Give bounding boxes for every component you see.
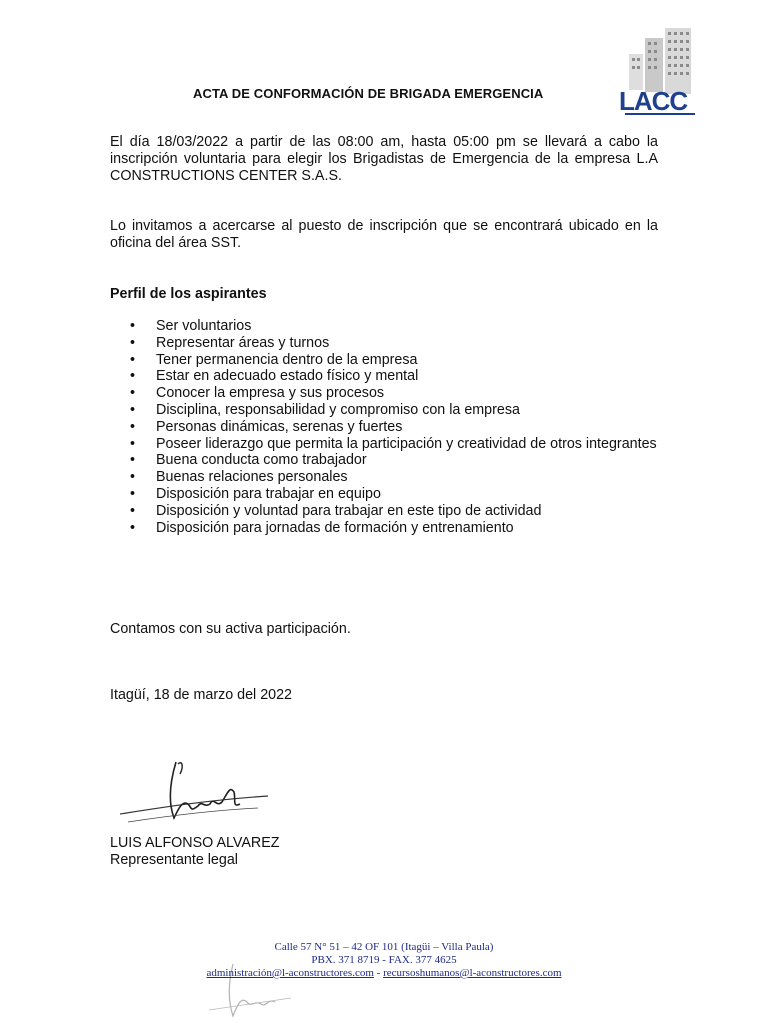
list-item: • Tener permanencia dentro de la empresa [110, 352, 658, 369]
footer [150, 941, 618, 980]
place-date: Itagüí, 18 de marzo del 2022 [110, 687, 293, 703]
list-item: • Disposición para jornadas de formación y entrenamiento [110, 520, 658, 537]
email-separator: - [373, 967, 384, 979]
signatory-role: Representante legal [110, 852, 238, 868]
signature-image [118, 752, 278, 832]
list-item: • Conocer la empresa y sus procesos [110, 385, 658, 402]
email-link-administracion[interactable]: administración@l-aconstructores.com [206, 967, 374, 979]
list-item: • Disposición y voluntad para trabajar en este tipo de actividad [110, 503, 658, 520]
footer-emails [150, 967, 618, 980]
footer-phones: PBX. 371 8719 - FAX. 377 4625 [311, 954, 457, 966]
profile-list [110, 318, 658, 536]
profile-heading: Perfil de los aspirantes [110, 286, 267, 302]
paragraph-invitation: Lo invitamos a acercarse al puesto de inscripción que se encontrará ubicado en la oficina del área SST. [110, 218, 658, 251]
list-item: • Buenas relaciones personales [110, 469, 658, 486]
list-item: • Buena conducta como trabajador [110, 452, 658, 469]
list-item: • Personas dinámicas, serenas y fuertes [110, 419, 658, 436]
closing-text: Contamos con su activa participación. [110, 621, 351, 637]
footer-address: Calle 57 N° 51 – 42 OF 101 (Itagüi – Villa Paula) [274, 941, 494, 953]
list-item: • Estar en adecuado estado físico y mental [110, 368, 658, 385]
list-item: • Disciplina, responsabilidad y compromiso con la empresa [110, 402, 658, 419]
paragraph-registration: El día 18/03/2022 a partir de las 08:00 am, hasta 05:00 pm se llevará a cabo la inscripción voluntaria para elegir los Brigadistas de Emergencia de la empresa L.A CONSTRUCTIONS CENTER S.A.S. [110, 134, 658, 184]
list-item: • Disposición para trabajar en equipo [110, 486, 658, 503]
logo-text: LACC [619, 86, 688, 116]
list-item: • Poseer liderazgo que permita la participación y creatividad de otros integrantes [110, 436, 658, 453]
email-link-recursos-humanos[interactable]: recursoshumanos@l-aconstructores.com [383, 967, 562, 979]
list-item: • Ser voluntarios [110, 318, 658, 335]
signatory-name: LUIS ALFONSO ALVAREZ [110, 835, 280, 851]
company-logo [615, 24, 699, 120]
list-item: • Representar áreas y turnos [110, 335, 658, 352]
document-title: ACTA DE CONFORMACIÓN DE BRIGADA EMERGENCIA [193, 86, 544, 101]
